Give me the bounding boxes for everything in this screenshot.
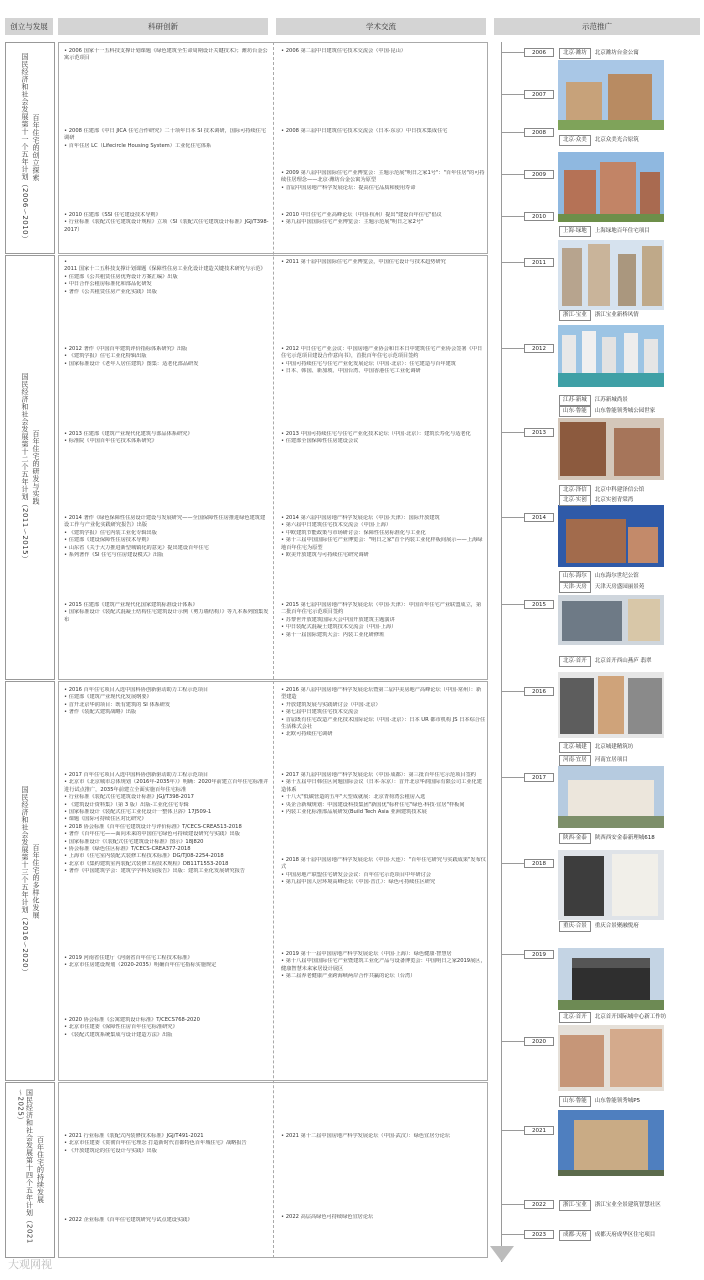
entry-line: • 2016 第八届中国房地产科学发展论坛暨第二届中美房地产高峰论坛（中国·常州）：新型建造 bbox=[281, 687, 486, 702]
year-tick bbox=[502, 777, 524, 778]
year-tick bbox=[502, 863, 524, 864]
entry-line: • 标准院《中国百年住宅技术体系研究》 bbox=[64, 438, 269, 445]
entry-line: • 《开放建筑论的住宅设计与实践》出版 bbox=[64, 1148, 269, 1155]
project-label bbox=[559, 48, 639, 57]
research-entry bbox=[64, 955, 269, 970]
academic-entry bbox=[281, 602, 486, 639]
entry-line: • 2022 企业标准《百年住宅建筑研究与试点建设实践》 bbox=[64, 1217, 269, 1224]
entry-line: • 国家标准设计《老年人居住建筑》图集：适老化部品研发 bbox=[64, 361, 269, 368]
entry-line: • 2011 第十届中国国际住宅产业博览会，中国住宅设计与技术趋势研究 bbox=[281, 259, 486, 266]
entry-line: • 2021 行业标准《装配式内装修技术标准》JGJ/T491-2021 bbox=[64, 1133, 269, 1140]
entry-line: • 国家标准设计《装配式住宅工业化设计一整体卫浴》17J509-1 bbox=[64, 809, 269, 816]
year-tick bbox=[502, 1204, 524, 1205]
project-name: 河南宜居项目 bbox=[594, 757, 628, 763]
research-entry bbox=[64, 212, 269, 234]
year-tick bbox=[502, 174, 524, 175]
timeline-arrow-icon bbox=[490, 1246, 514, 1262]
entry-line: • 国家标准设计《《装配式住宅建筑设计标准》图示》18J820 bbox=[64, 839, 269, 846]
entry-line: • 首届既有住宅改造产业化技术国际论坛（中国·北京）：日本 UR 都市机构 JS 日本综合住生活株式会社 bbox=[281, 717, 486, 732]
year-tick bbox=[502, 1234, 524, 1235]
entry-line: • 2006 第二届中日建筑住宅技术交流会（中国·昆山） bbox=[281, 48, 486, 55]
entry-line: • 日本、韩国、新加坡、中国台湾、中国香港住宅工业化调研 bbox=[281, 368, 486, 375]
entry-line: • 中国可持续住宅与住宅产业化发展论坛（中国·北京）：住宅建造与百年建筑 bbox=[281, 361, 486, 368]
academic-entry bbox=[281, 212, 486, 227]
entry-line: • 2012 中日住宅产业会议：中国房地产业协会和日本日中建筑住宅产业协会签署《中日住宅示范项目建设合作意向书》，首批百年住宅示范项目签约 bbox=[281, 346, 486, 361]
entry-line: • 2017 百年住宅项目入选中国科协创新驱动助力工程示范项目 bbox=[64, 772, 269, 779]
project-photo bbox=[558, 1025, 664, 1091]
research-entry bbox=[64, 602, 269, 624]
year-marker: 2017 bbox=[524, 773, 554, 782]
year-tick bbox=[502, 432, 524, 433]
project-name: 浙江宝业全景建筑智慧社区 bbox=[594, 1202, 661, 1208]
project-tag: 北京·泽信 bbox=[559, 485, 591, 496]
header-academic: 学术交流 bbox=[276, 18, 486, 35]
entry-line: • 行业标准《装配式住宅建筑设计规程》立项（SI《装配式住宅建筑设计标准》JGJ/T398-2017） bbox=[64, 219, 269, 234]
year-tick bbox=[502, 262, 524, 263]
project-name: 北京潍坊台金公寓 bbox=[594, 50, 639, 56]
project-tag: 北京·城建 bbox=[559, 742, 591, 753]
period-label: 国民经济和社会发展第十一个五年计划（2006～2010） bbox=[21, 53, 29, 243]
year-marker: 2018 bbox=[524, 859, 554, 868]
entry-line: • 2010 中日住宅产业高峰论坛（中国·杭州）提出"建设百年住宅"倡议 bbox=[281, 212, 486, 219]
project-tag: 北京·首开 bbox=[559, 656, 591, 667]
entry-line: • 2013 中国可持续住宅与住宅产业化技术论坛（中国·北京）：建筑长寿化与适老化 bbox=[281, 431, 486, 438]
entry-line: • 第二届养老健康产业跨海峡两岸合作共赢的论坛（台湾） bbox=[281, 973, 486, 980]
research-entry bbox=[64, 346, 269, 368]
project-name: 天津天房盛园丽景苑 bbox=[594, 584, 645, 590]
period-label: 国民经济和社会发展第十二个五年计划（2011～2015） bbox=[21, 372, 29, 563]
project-photo bbox=[558, 595, 664, 645]
header-demonstration: 示范推广 bbox=[494, 18, 700, 35]
entry-line: • 著作《公共租赁住房产业化实践》出版 bbox=[64, 289, 269, 296]
entry-line: • 中欧建筑节能政策与市场研讨会：保障性住房标准化与工业化 bbox=[281, 530, 486, 537]
year-marker: 2009 bbox=[524, 170, 554, 179]
entry-line: • 住建部全国保障性住房建设会议 bbox=[281, 438, 486, 445]
entry-line: • 2014 著作《绿色保障性住房设计建设与发展研究——全国保障性住房推进绿色建筑建设工作与产业化实践研究报告》出版 bbox=[64, 515, 269, 530]
project-label bbox=[559, 656, 652, 665]
entry-line: • 北京市住房建设规划（2020-2035）明确百年住宅指标实施规定 bbox=[64, 962, 269, 969]
entry-line: • 2011 国家十二五科技支撑计划课题《保障性住房工业化设计建造关键技术研究与示范》 bbox=[64, 259, 269, 274]
year-marker: 2013 bbox=[524, 428, 554, 437]
period-label: 国民经济和社会发展第十三个五年计划（2016～2020） bbox=[21, 786, 29, 976]
project-tag: 北京·众美 bbox=[559, 135, 591, 146]
entry-line: • 著作《装配式建筑战略》出版 bbox=[64, 709, 269, 716]
entry-line: • 中国房地产联盟住宅研发会会议：百年住宅示范项目中年研讨会 bbox=[281, 872, 486, 879]
project-label bbox=[559, 571, 639, 580]
year-tick bbox=[502, 954, 524, 955]
entry-line: • 《建筑学报》住宅工业化特辑出版 bbox=[64, 353, 269, 360]
entry-line: • 2019 第十一届中国房地产科学发展论坛（中国·上海）：绿色健康·智慧居 bbox=[281, 951, 486, 958]
entry-line: • 十八大"低碳营造的五年"大型成就展：北京青荷湾公租房入选 bbox=[281, 794, 486, 801]
year-tick bbox=[502, 517, 524, 518]
project-tag: 山东·鲁能 bbox=[559, 406, 591, 417]
academic-entry bbox=[281, 48, 486, 55]
project-photo bbox=[558, 418, 664, 480]
entry-line: • 第十三届中国国际住宅产业博览会："明日之家"首个内装工业化样板间展示——上海绿地百年住宅为原型 bbox=[281, 537, 486, 552]
header-founding: 创立与发展 bbox=[5, 18, 53, 35]
year-tick bbox=[502, 216, 524, 217]
project-label bbox=[559, 1230, 655, 1239]
project-name: 山东海尔世纪公馆 bbox=[594, 573, 639, 579]
project-name: 山东鲁能领秀城P5 bbox=[594, 1098, 641, 1104]
academic-entry bbox=[281, 128, 486, 135]
entry-line: • 央企合新城规划：中国建设科技集团"新国优"标杆住宅"绿色·科技·宜居"样板间 bbox=[281, 802, 486, 809]
project-label bbox=[559, 742, 633, 751]
entry-line: • 2018 第十届中国房地产科学发展论坛（中国·大连）："百年住宅研究与实践成果"发布仪式 bbox=[281, 857, 486, 872]
project-name: 北京首开西山燕庐 翡翠 bbox=[594, 658, 652, 664]
entry-line: • 协会标准《绿色住区标准》T/CECS-CREA377-2018 bbox=[64, 846, 269, 853]
project-photo bbox=[558, 766, 664, 828]
year-tick bbox=[502, 132, 524, 133]
project-photo bbox=[558, 152, 664, 222]
project-label bbox=[559, 310, 639, 319]
project-label bbox=[559, 921, 639, 930]
entry-line: • 2006 国家十一五科技支撑计划课题《绿色建筑全生命周期设计关键技术》；潍坊台金公寓示范项目 bbox=[64, 48, 269, 63]
entry-line: • 中日合作公租房标准化和部品化研发 bbox=[64, 281, 269, 288]
entry-line: • 国家标准设计《装配式混凝土结构住宅建筑设计示例（剪力墙结构）》等九本系列图集发布 bbox=[64, 609, 269, 624]
academic-entry bbox=[281, 951, 486, 981]
entry-line: • 2012 著作《中国百年建筑评价指标体系研究》出版 bbox=[64, 346, 269, 353]
watermark: 大观网视 bbox=[8, 1258, 52, 1271]
entry-line: • 北京市《北京城市总体规划（2016年-2035年）》明确：2020年前建立百年住宅标准并进行试点推广，2035年前建立全面实施百年住宅标准 bbox=[64, 779, 269, 794]
entry-line: • 第九届中国国际住宅产业博览会：主题示范展"明日之家2号" bbox=[281, 219, 486, 226]
project-tag: 北京·实创 bbox=[559, 495, 591, 506]
entry-line: • 首开北京华润项目：既有建筑的 SI 体系研发 bbox=[64, 702, 269, 709]
project-name: 北京实创青棠湾 bbox=[594, 497, 634, 503]
year-marker: 2019 bbox=[524, 950, 554, 959]
project-label bbox=[559, 1012, 666, 1021]
project-name: 北京众美光合原筑 bbox=[594, 137, 639, 143]
year-tick bbox=[502, 691, 524, 692]
entry-line: • 首届中国房地产科学发展论坛：提高住宅品质和使用寿命 bbox=[281, 185, 486, 192]
entry-line: • 第六届中日建筑住宅技术交流会（中国·上海） bbox=[281, 522, 486, 529]
entry-line: • 2010 住建部《SSI 住宅建设技术导则》 bbox=[64, 212, 269, 219]
academic-entry bbox=[281, 346, 486, 376]
project-photo bbox=[558, 1110, 664, 1176]
year-marker: 2014 bbox=[524, 513, 554, 522]
project-label bbox=[559, 833, 655, 842]
year-marker: 2007 bbox=[524, 90, 554, 99]
entry-line: • 上海市《住宅室内装配式装修工程技术标准》DG/TJ08-2254-2018 bbox=[64, 853, 269, 860]
project-label bbox=[559, 135, 639, 144]
research-entry bbox=[64, 772, 269, 876]
project-tag: 浙江·宝业 bbox=[559, 310, 591, 321]
year-marker: 2006 bbox=[524, 48, 554, 57]
project-tag: 浙江·宝业 bbox=[559, 1200, 591, 1211]
entry-line: • 第十八届中国国际住宅产业暨建筑工业化产品与设备博览会：中国明日之家2019展区，健康智慧未来家居设计展区 bbox=[281, 958, 486, 973]
timeline-line bbox=[501, 42, 502, 1262]
academic-entry bbox=[281, 857, 486, 887]
period-sub: 百年住宅的多样化发展 bbox=[32, 843, 40, 919]
year-marker: 2010 bbox=[524, 212, 554, 221]
year-marker: 2022 bbox=[524, 1200, 554, 1209]
academic-entry bbox=[281, 687, 486, 739]
project-name: 重庆合景聚融悦府 bbox=[594, 923, 639, 929]
period-12th bbox=[5, 255, 55, 680]
project-name: 北京城建精筑坊 bbox=[594, 744, 634, 750]
year-marker: 2012 bbox=[524, 344, 554, 353]
entry-line: • 著作《百年住宅——面向未来的中国住宅绿色可持续建设研究与实践》出版 bbox=[64, 831, 269, 838]
project-tag: 江苏·新城 bbox=[559, 395, 591, 406]
year-tick bbox=[502, 94, 524, 95]
academic-entry bbox=[281, 772, 486, 816]
academic-entry bbox=[281, 1214, 486, 1221]
entry-line: • 北京市住建委《贯彻百年住宅理念 打造新时代首都特色百年城住宅》战略报告 bbox=[64, 1140, 269, 1147]
project-name: 山东鲁能领秀城公园世家 bbox=[594, 408, 656, 414]
entry-line: • 著作《中国建筑学会：建筑学学科发展报告》出版：建筑工业化发展研究报告 bbox=[64, 868, 269, 875]
academic-entry bbox=[281, 259, 486, 266]
year-marker: 2023 bbox=[524, 1230, 554, 1239]
project-photo bbox=[558, 948, 664, 1010]
project-photo bbox=[558, 672, 664, 738]
project-name: 江苏新城尚景 bbox=[594, 397, 628, 403]
project-label bbox=[559, 755, 628, 764]
year-tick bbox=[502, 1041, 524, 1042]
year-marker: 2015 bbox=[524, 600, 554, 609]
column-divider bbox=[273, 42, 274, 1258]
entry-line: • 行业标准《装配式住宅建筑设计标准》JGJ/T398-2017 bbox=[64, 794, 269, 801]
project-photo bbox=[558, 240, 664, 310]
period-14th bbox=[5, 1082, 55, 1258]
research-entry bbox=[64, 431, 269, 446]
project-label bbox=[559, 1200, 661, 1209]
entry-line: • 《装配式建筑系统集成与设计建造方法》出版 bbox=[64, 1032, 269, 1039]
research-entry bbox=[64, 1133, 269, 1155]
research-entry bbox=[64, 1017, 269, 1039]
year-marker: 2021 bbox=[524, 1126, 554, 1135]
project-label bbox=[559, 1096, 640, 1105]
project-photo bbox=[558, 505, 664, 567]
entry-line: • 第七届中日建筑住宅技术交流会 bbox=[281, 709, 486, 716]
entry-line: • 2014 第六届中国房地产科学发展论坛（中国·天津）：国际开放建筑 bbox=[281, 515, 486, 522]
entry-line: • 住建部《建设保障性住房技术导则》 bbox=[64, 537, 269, 544]
entry-line: • 第九届中国人居环境高峰论坛（中国·晋江）：绿色可持续住区研究 bbox=[281, 879, 486, 886]
project-name: 上海绿地百年住宅项目 bbox=[594, 228, 650, 234]
entry-line: • 北欧可持续住宅调研 bbox=[281, 731, 486, 738]
project-tag: 河南·宜居 bbox=[559, 755, 591, 766]
entry-line: • 2021 第十二届中国房地产科学发展论坛（中国·武汉）：绿色宜居分论坛 bbox=[281, 1133, 486, 1140]
entry-line: • 住建部《建筑产业现代化发展纲要》 bbox=[64, 694, 269, 701]
entry-line: • 《建筑学报》住宅内装工业化专辑出版 bbox=[64, 530, 269, 537]
entry-line: • 欧美开放建筑与可持续住宅研究调研 bbox=[281, 552, 486, 559]
project-name: 成都天府成华区住宅项目 bbox=[594, 1232, 656, 1238]
entry-line: • 2009 第八届中国国际住宅产业博览会：主题示范展"明日之家1号"："百年住居"的可持续住居理念——北京·潍坊台金公寓为原型 bbox=[281, 170, 486, 185]
research-entry bbox=[64, 259, 269, 296]
entry-line: • 北京市住建委《保障性住房百年住宅标准研究》 bbox=[64, 1024, 269, 1031]
academic-entry bbox=[281, 431, 486, 446]
entry-line: • 2020 协会标准《公寓建筑设计标准》T/CECS768-2020 bbox=[64, 1017, 269, 1024]
entry-line: • 山东省《关于大力推进新型城镇化的意见》提出建设百年住宅 bbox=[64, 545, 269, 552]
period-label: 国民经济和社会发展第十四个五年计划（2021～2025） bbox=[16, 1089, 34, 1244]
entry-line: • 2022 高层高绿色可持续绿色宜居论坛 bbox=[281, 1214, 486, 1221]
entry-line: • 2008 住建部《中日 JICA 住宅合作研究》二十项年日本 SI 技术调研，国际可持续住宅调研 bbox=[64, 128, 269, 143]
project-label bbox=[559, 582, 644, 591]
project-tag: 成都·天府 bbox=[559, 1230, 591, 1241]
entry-line: • 2015 住建部《建筑产业现代化国家建筑标准设计体系》 bbox=[64, 602, 269, 609]
project-photo bbox=[558, 60, 664, 130]
entry-line: • 2017 第九届中国房地产科学发展论坛（中国·成都）：第三批百年住宅示范项目签约 bbox=[281, 772, 486, 779]
project-label bbox=[559, 485, 644, 494]
academic-entry bbox=[281, 170, 486, 192]
project-tag: 天津·天房 bbox=[559, 582, 591, 593]
research-entry bbox=[64, 128, 269, 150]
year-marker: 2008 bbox=[524, 128, 554, 137]
year-marker: 2016 bbox=[524, 687, 554, 696]
project-name: 陕西西安金泰新理城618 bbox=[594, 835, 655, 841]
period-sub: 百年住宅的持续发展 bbox=[36, 1136, 45, 1204]
entry-line: • 苏黎世开放建筑国际大会中国开放建筑主题演讲 bbox=[281, 617, 486, 624]
entry-line: • 课题《国际可持续住区对比研究》 bbox=[64, 816, 269, 823]
period-sub: 百年住宅的创立探索 bbox=[32, 114, 40, 182]
project-label bbox=[559, 226, 650, 235]
entry-line: • 中日装配式混凝土建筑技术交流会（中国·上海） bbox=[281, 624, 486, 631]
entry-line: • 2008 第三届中日建筑住宅技术交流会（日本·东京）中日技术集成住宅 bbox=[281, 128, 486, 135]
research-entry bbox=[64, 1217, 269, 1224]
research-entry bbox=[64, 48, 269, 63]
period-11th bbox=[5, 42, 55, 254]
entry-line: • 2018 协会标准《百年住宅建筑设计与评价标准》T/CECS-CREA513-2018 bbox=[64, 824, 269, 831]
academic-entry bbox=[281, 515, 486, 559]
academic-entry bbox=[281, 1133, 486, 1140]
year-tick bbox=[502, 348, 524, 349]
entry-line: • 《建筑设计资料集》（第 3 版）出版-工业化住宅专辑 bbox=[64, 802, 269, 809]
project-photo bbox=[558, 325, 664, 387]
entry-line: • 2015 第七届中国房地产科学发展论坛（中国·天津）：中国百年住宅产业联盟成立，第二批百年住宅示范项目签约 bbox=[281, 602, 486, 617]
year-marker: 2020 bbox=[524, 1037, 554, 1046]
project-tag: 陕西·金泰 bbox=[559, 833, 591, 844]
year-tick bbox=[502, 52, 524, 53]
entry-line: • 开放建筑发展与实践研讨会（中国·北京） bbox=[281, 702, 486, 709]
project-name: 北京中科建泽信公馆 bbox=[594, 487, 645, 493]
research-entry bbox=[64, 515, 269, 559]
entry-line: • 第十一届国际建筑大会：内装工业化研修班 bbox=[281, 632, 486, 639]
entry-line: • 住建部《公共租赁住房优秀设计方案汇编》出版 bbox=[64, 274, 269, 281]
project-tag: 山东·鲁能 bbox=[559, 1096, 591, 1107]
entry-line: • 北京市《集约建筑室内装配式装修工程技术规程》DB11T1553-2018 bbox=[64, 861, 269, 868]
entry-line: • 第十五届中日韩住区问题国际会议（日本·东京）：首开北京华润国际有限公司工业化建造体系 bbox=[281, 779, 486, 794]
entry-line: • 2016 百年住宅项目入选中国科协创新驱动助力工程示范项目 bbox=[64, 687, 269, 694]
project-label bbox=[559, 406, 655, 415]
period-13th bbox=[5, 681, 55, 1081]
entry-line: • 百年住居 LC（Lifecircle Housing System）工业化住宅体系 bbox=[64, 143, 269, 150]
period-sub: 百年住宅的研发与实践 bbox=[32, 430, 40, 505]
project-tag: 上海·绿地 bbox=[559, 226, 591, 237]
entry-line: • 内装工业化标准部品展研发(Build Tech Asia 亚洲建筑技术展 bbox=[281, 809, 486, 816]
entry-line: • 系列著作《SI 住宅与住房建设模式》出版 bbox=[64, 552, 269, 559]
project-photo bbox=[558, 850, 664, 920]
year-tick bbox=[502, 1130, 524, 1131]
header-research: 科研创新 bbox=[58, 18, 268, 35]
entry-line: • 2013 住建部《建筑产业现代化建筑与部品体系研究》 bbox=[64, 431, 269, 438]
project-tag: 北京·首开 bbox=[559, 1012, 591, 1023]
year-marker: 2011 bbox=[524, 258, 554, 267]
project-label bbox=[559, 495, 633, 504]
project-tag: 山东·海尔 bbox=[559, 571, 591, 582]
project-tag: 北京·潍坊 bbox=[559, 48, 591, 59]
project-tag: 重庆·合景 bbox=[559, 921, 591, 932]
research-entry bbox=[64, 687, 269, 717]
project-name: 浙江宝业新桥风情 bbox=[594, 312, 639, 318]
project-label bbox=[559, 395, 628, 404]
project-name: 北京首开国际城中心新工作坊 bbox=[594, 1014, 667, 1020]
year-tick bbox=[502, 604, 524, 605]
entry-line: • 2019 河南省住建厅《河南省百年住宅工程技术标准》 bbox=[64, 955, 269, 962]
